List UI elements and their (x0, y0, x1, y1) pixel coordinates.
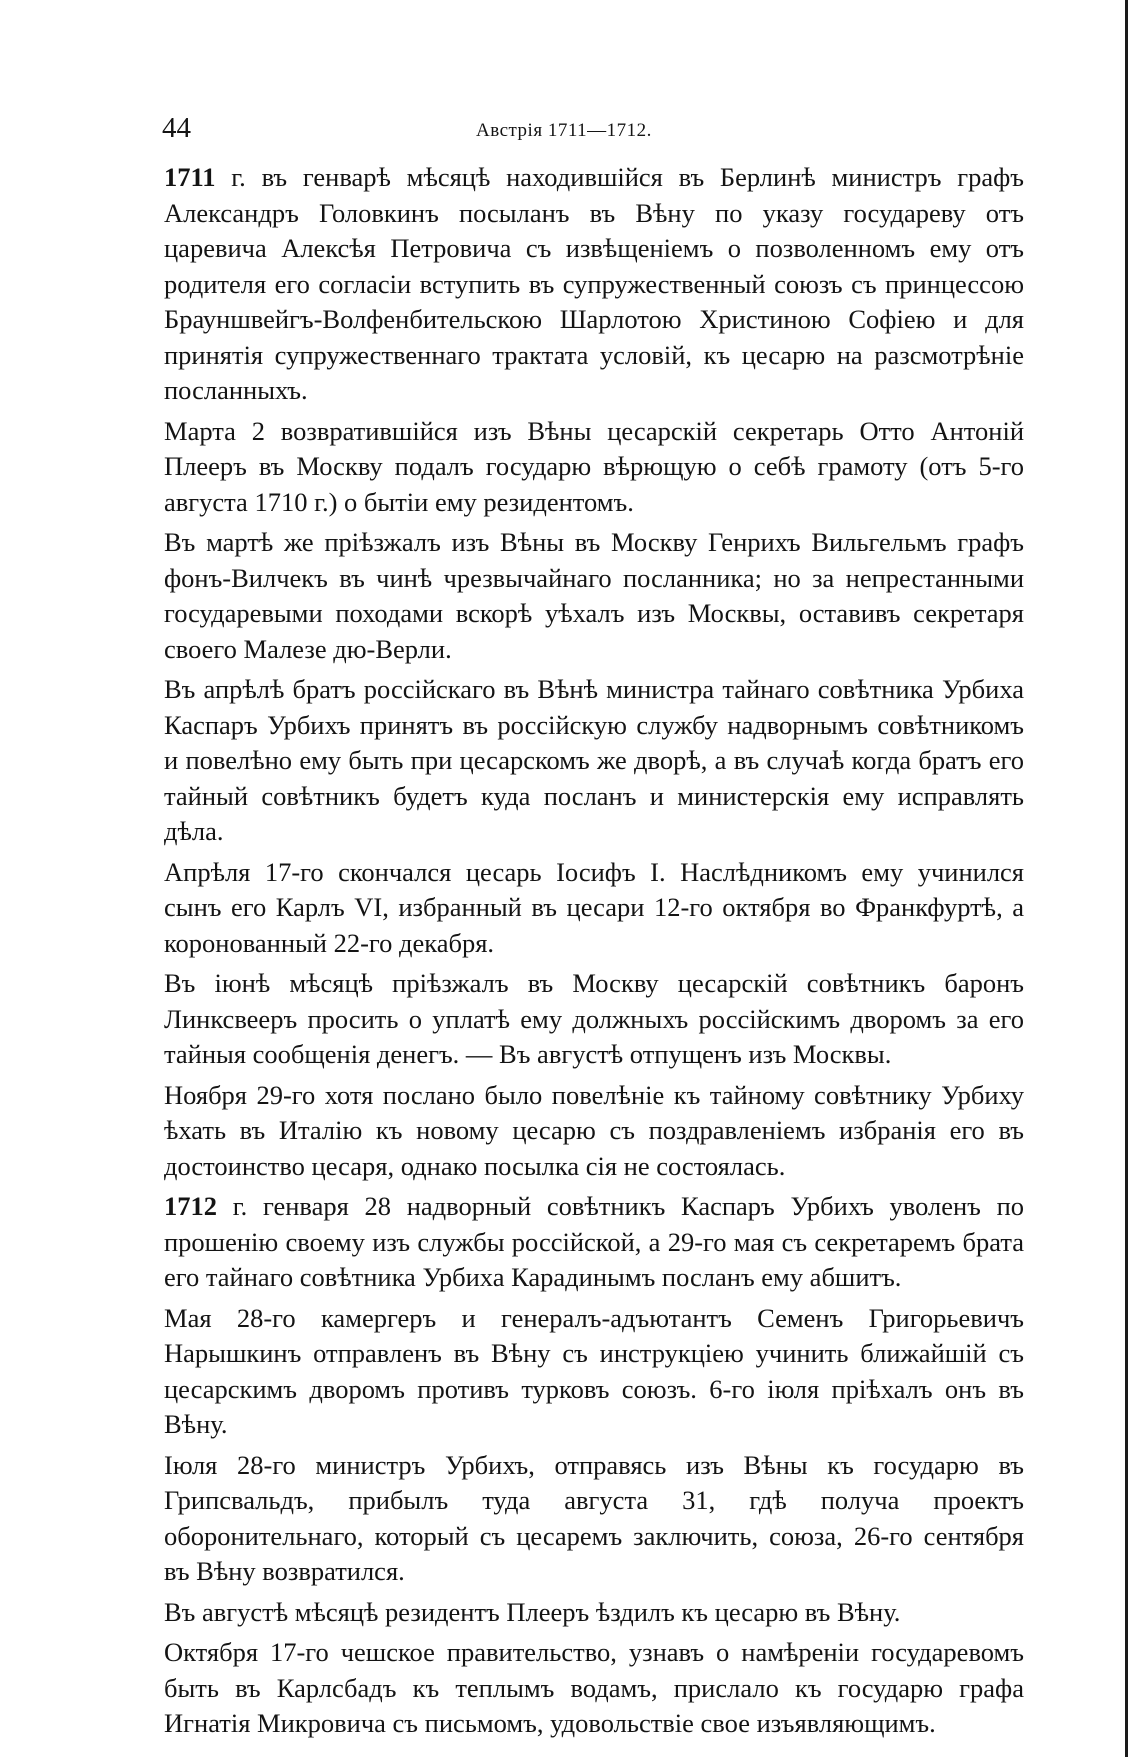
paragraph-text: Въ августѣ мѣсяцѣ резидентъ Плееръ ѣздилъ къ цесарю въ Вѣну. (164, 1596, 901, 1627)
chronicle-text (164, 160, 1024, 1747)
paragraph-text: Марта 2 возвратившійся изъ Вѣны цесарскій секретарь Отто Антоній Плееръ въ Москву подалъ государю вѣрющую о себѣ грамоту (отъ 5-го августа 1710 г.) о бытіи ему резидентомъ. (164, 415, 1024, 517)
page-edge-rule (1125, 0, 1128, 1757)
paragraph-text: Въ апрѣлѣ братъ россійскаго въ Вѣнѣ министра тайнаго совѣтника Урбиха Каспаръ Урбихъ принятъ въ россійскую службу надворнымъ совѣтникомъ и повелѣно ему быть при цесарскомъ же дворѣ, а въ случаѣ когда братъ его тайный совѣтникъ будетъ куда посланъ и министерскія ему исправлять дѣла. (164, 674, 1024, 846)
paragraph (164, 1448, 1024, 1590)
paragraph (164, 966, 1024, 1073)
page-header (162, 112, 1030, 152)
running-title: Австрія 1711—1712. (476, 120, 652, 141)
paragraph (164, 525, 1024, 667)
paragraph (164, 1189, 1024, 1296)
paragraph-text: Въ іюнѣ мѣсяцѣ пріѣзжалъ въ Москву цесарскій совѣтникъ баронъ Линксвееръ просить о уплатѣ ему должныхъ россійскимъ дворомъ за его тайныя сообщенія денегъ. — Въ августѣ отпущенъ изъ Москвы. (164, 968, 1024, 1069)
paragraph (164, 160, 1024, 409)
paragraph (164, 414, 1024, 521)
paragraph (164, 855, 1024, 962)
year-marker: 1711 (164, 162, 216, 192)
paragraph-text: Мая 28-го камергеръ и генералъ-адъютантъ Семенъ Григорьевичъ Нарышкинъ отправленъ въ Вѣну съ инструкціею учинить ближайшій съ цесарскимъ дворомъ противъ турковъ союзъ. 6-го іюля пріѣхалъ онъ въ Вѣну. (164, 1302, 1024, 1439)
paragraph (164, 1078, 1024, 1185)
paragraph-text: Іюля 28-го министръ Урбихъ, отправясь изъ Вѣны къ государю въ Грипсвальдъ, прибылъ туда августа 31, гдѣ получа проектъ оборонительнаго, который съ цесаремъ заключить, союза, 26-го сентября въ Вѣну возвратился. (164, 1449, 1024, 1586)
paragraph-text: г. генваря 28 надворный совѣтникъ Каспаръ Урбихъ уволенъ по прошенію своему изъ службы россійской, а 29-го мая съ секретаремъ брата его тайнаго совѣтника Урбиха Карадинымъ посланъ ему абшитъ. (164, 1191, 1024, 1292)
paragraph-text: Ноября 29-го хотя послано было повелѣніе къ тайному совѣтнику Урбиху ѣхать въ Италію къ новому цесарю съ поздравленіемъ избранія его въ достоинство цесаря, однако посылка сія не состоялась. (164, 1079, 1024, 1181)
paragraph (164, 1301, 1024, 1443)
paragraph (164, 1595, 1024, 1631)
page-number: 44 (162, 112, 191, 144)
paragraph-text: Октября 17-го чешское правительство, узнавъ о намѣреніи государевомъ быть въ Карлсбадъ къ теплымъ водамъ, прислало къ государю графа Игнатія Микровича съ письмомъ, удовольствіе свое изъявляющимъ. (164, 1637, 1024, 1738)
paragraph-text: г. въ генварѣ мѣсяцѣ находившійся въ Берлинѣ министръ графъ Александръ Головкинъ посыланъ въ Вѣну по указу государеву отъ царевича Алексѣя Петровича съ извѣщеніемъ о позволенномъ ему отъ родителя его согласіи вступить въ супружественный союзъ съ принцессою Брауншвейгъ-Волфенбительскою Шарлотою Христиною Софіею и для принятія супружественнаго трактата условій, къ цесарю на разсмотрѣніе посланныхъ. (164, 162, 1024, 405)
paragraph (164, 672, 1024, 850)
paragraph (164, 1635, 1024, 1742)
year-marker: 1712 (164, 1191, 217, 1221)
paragraph-text: Въ мартѣ же пріѣзжалъ изъ Вѣны въ Москву Генрихъ Вильгельмъ графъ фонъ-Вилчекъ въ чинѣ чрезвычайнаго посланника; но за непрестанными государевыми походами вскорѣ уѣхалъ изъ Москвы, оставивъ секретаря своего Малезе дю-Верли. (164, 527, 1024, 664)
paragraph-text: Апрѣля 17-го скончался цесарь Іосифъ I. Наслѣдникомъ ему учинился сынъ его Карлъ VI, избранный въ цесари 12-го октября во Франкфуртѣ, а коронованный 22-го декабря. (164, 856, 1024, 958)
